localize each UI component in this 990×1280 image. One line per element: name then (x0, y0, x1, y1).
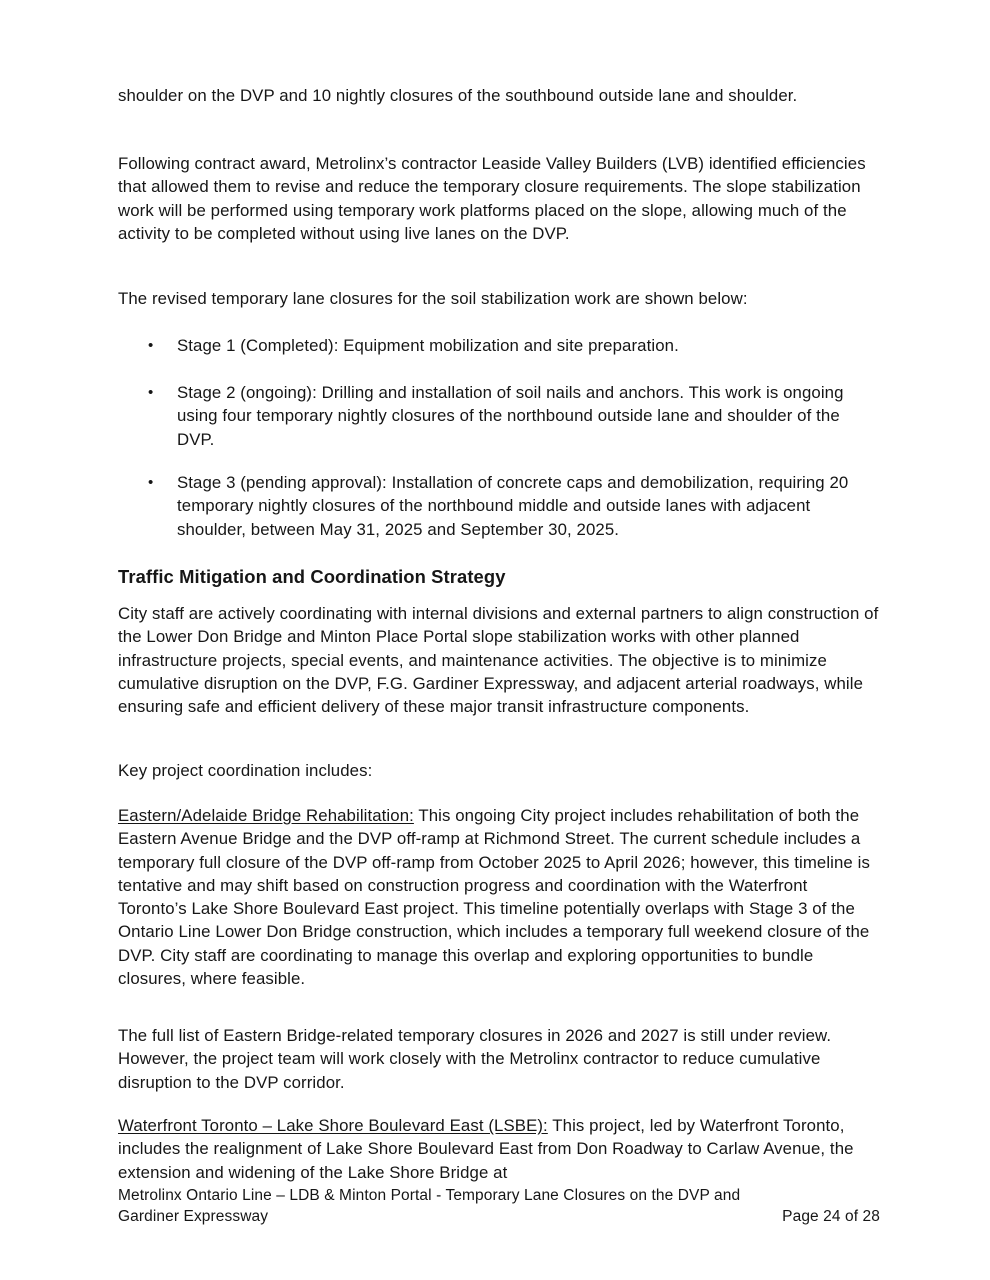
paragraph-contract-award: Following contract award, Metrolinx’s contractor Leaside Valley Builders (LVB) identified efficiencies that allowed them to revise and reduce the temporary closure requirements. The slope stabilization work will be performed using temporary work platforms placed on the slope, allowing much of the activity to be completed without using live lanes on the DVP. (118, 154, 866, 243)
bullet-marker-icon: • (148, 337, 154, 354)
paragraph-continuation: shoulder on the DVP and 10 nightly closures of the southbound outside lane and shoulder. (118, 86, 798, 105)
paragraph-revised-closures-intro: The revised temporary lane closures for the soil stabilization work are shown below: (118, 289, 748, 308)
paragraph-eastern-bridge-closures: The full list of Eastern Bridge-related temporary closures in 2026 and 2027 is still under review. However, the project team will work closely with the Metrolinx contractor to reduce cumulative disruption to the DVP corridor. (118, 1026, 832, 1092)
bullet-item-text: Stage 2 (ongoing): Drilling and installation of soil nails and anchors. This work is ongoing using four temporary nightly closures of the northbound outside lane and shoulder of the DVP. (177, 383, 844, 449)
bullet-item-text: Stage 3 (pending approval): Installation of concrete caps and demobilization, requiring 20 temporary nightly closures of the northbound middle and outside lanes with adjacent shoulder, between May 31, 2025 and September 30, 2025. (177, 473, 849, 539)
section-heading-traffic-mitigation: Traffic Mitigation and Coordination Strategy (118, 566, 506, 587)
page-footer (118, 1186, 880, 1227)
paragraph-key-coordination-intro: Key project coordination includes: (118, 761, 373, 780)
footer-document-title: Metrolinx Ontario Line – LDB & Minton Portal - Temporary Lane Closures on the DVP and Gardiner Expressway (118, 1187, 741, 1225)
waterfront-lsbe-lead-underlined: Waterfront Toronto – Lake Shore Boulevard East (LSBE): (118, 1116, 548, 1135)
bullet-marker-icon: • (148, 474, 154, 491)
bullet-item-text: Stage 1 (Completed): Equipment mobilization and site preparation. (177, 336, 679, 355)
eastern-adelaide-body: This ongoing City project includes rehabilitation of both the Eastern Avenue Bridge and the DVP off-ramp at Richmond Street. The current schedule includes a temporary full closure of the DVP off-ramp from October 2025 to April 2026; however, this timeline is tentative and may shift based on construction progress and coordination with the Waterfront Toronto’s Lake Shore Boulevard East project. This timeline potentially overlaps with Stage 3 of the Ontario Line Lower Don Bridge construction, which includes a temporary full weekend closure of the DVP. City staff are coordinating to manage this overlap and exploring opportunities to bundle closures, where feasible. (118, 806, 870, 989)
paragraph-waterfront-lsbe (118, 1114, 880, 1184)
page-number: Page 24 of 28 (782, 1207, 880, 1225)
bullet-item-stage-2 (148, 381, 878, 451)
waterfront-lsbe-body: This project, led by Waterfront Toronto, includes the realignment of Lake Shore Boulevard East from Don Roadway to Carlaw Avenue, the extension and widening of the Lake Shore Bridge at (118, 1116, 854, 1182)
eastern-adelaide-lead-underlined: Eastern/Adelaide Bridge Rehabilitation: (118, 806, 414, 825)
paragraph-city-staff-coordination: City staff are actively coordinating with internal divisions and external partners to align construction of the Lower Don Bridge and Minton Place Portal slope stabilization works with other planned infrastructure projects, special events, and maintenance activities. The objective is to minimize cumulative disruption on the DVP, F.G. Gardiner Expressway, and adjacent arterial roadways, while ensuring safe and efficient delivery of these major transit infrastructure components. (118, 604, 879, 717)
bullet-item-stage-3 (148, 471, 878, 541)
paragraph-eastern-adelaide (118, 804, 880, 990)
bullet-marker-icon: • (148, 384, 154, 401)
bullet-item-stage-1 (148, 334, 878, 357)
